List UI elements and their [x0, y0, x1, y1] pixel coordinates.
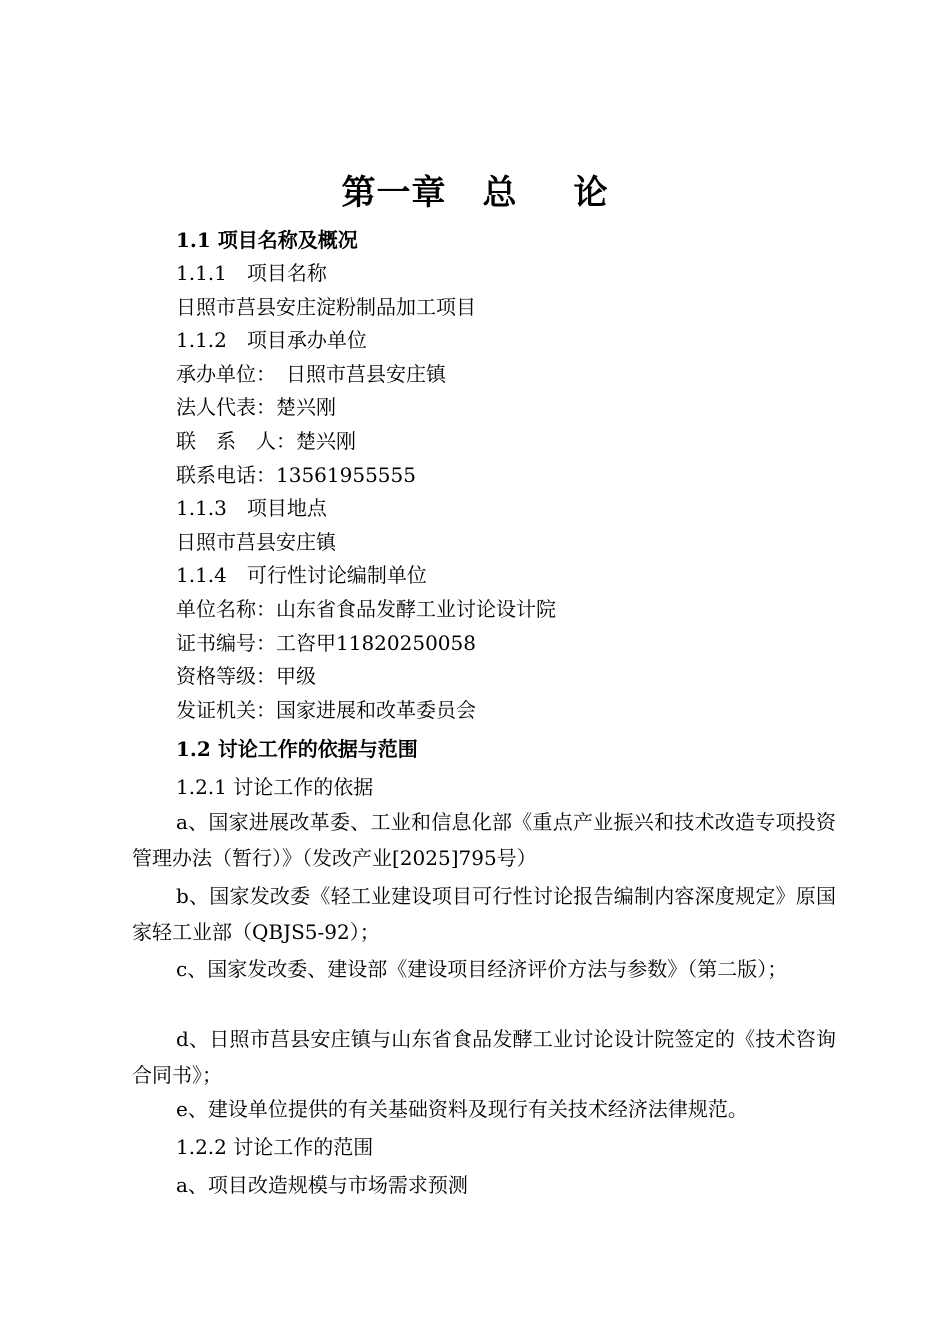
section-1-1-body: [176, 257, 836, 727]
section-heading-1-1: 1.1 项目名称及概况: [176, 228, 358, 252]
subsection-heading-1-1-3: 1.1.3 项目地点: [176, 496, 327, 521]
unit-name: 单位名称：山东省食品发酵工业讨论设计院: [176, 596, 556, 621]
section-heading-1-2: 1.2 讨论工作的依据与范围: [176, 737, 418, 761]
project-name: 日照市莒县安庄淀粉制品加工项目: [176, 294, 476, 319]
qualification-grade: 资格等级：甲级: [176, 664, 316, 689]
legal-representative: 法人代表：楚兴刚: [176, 395, 336, 420]
contact-phone: 联系电话：13561955555: [176, 462, 416, 487]
subsection-heading-1-2-1: 1.2.1 讨论工作的依据: [176, 775, 374, 799]
basis-item-c: c、国家发改委、建设部《建设项目经济评价方法与参数》（第二版）；: [176, 957, 788, 981]
chapter-title-number: 第一章: [341, 173, 447, 213]
basis-item-a: a、国家进展改革委、工业和信息化部《重点产业振兴和技术改造专项投资管理办法（暂行）》（发改产业[2025]795号）: [132, 810, 836, 870]
subsection-heading-1-1-1: 1.1.1 项目名称: [176, 261, 327, 285]
basis-item-d: d、日照市莒县安庄镇与山东省食品发酵工业讨论设计院签定的《技术咨询合同书》；: [132, 1027, 836, 1087]
issuing-authority: 发证机关：国家进展和改革委员会: [176, 697, 476, 722]
certificate-number: 证书编号：工咨甲11820250058: [176, 630, 476, 655]
basis-item-e: e、建设单位提供的有关基础资料及现行有关技术经济法律规范。: [176, 1097, 748, 1121]
contact-person: 联 系 人：楚兴刚: [176, 428, 356, 453]
scope-item-a: a、项目改造规模与市场需求预测: [176, 1173, 468, 1197]
subsection-heading-1-1-4: 1.1.4 可行性讨论编制单位: [176, 563, 427, 588]
basis-item-b: b、国家发改委《轻工业建设项目可行性讨论报告编制内容深度规定》原国家轻工业部（QBJS5-92）；: [132, 884, 836, 944]
project-location: 日照市莒县安庄镇: [176, 529, 336, 554]
chapter-title-word-2: 论: [573, 173, 609, 213]
chapter-title: [0, 165, 950, 214]
host-unit: 承办单位： 日照市莒县安庄镇: [176, 361, 446, 386]
chapter-title-word-1: 总: [482, 173, 518, 213]
subsection-heading-1-1-2: 1.1.2 项目承办单位: [176, 328, 367, 353]
subsection-heading-1-2-2: 1.2.2 讨论工作的范围: [176, 1135, 374, 1159]
